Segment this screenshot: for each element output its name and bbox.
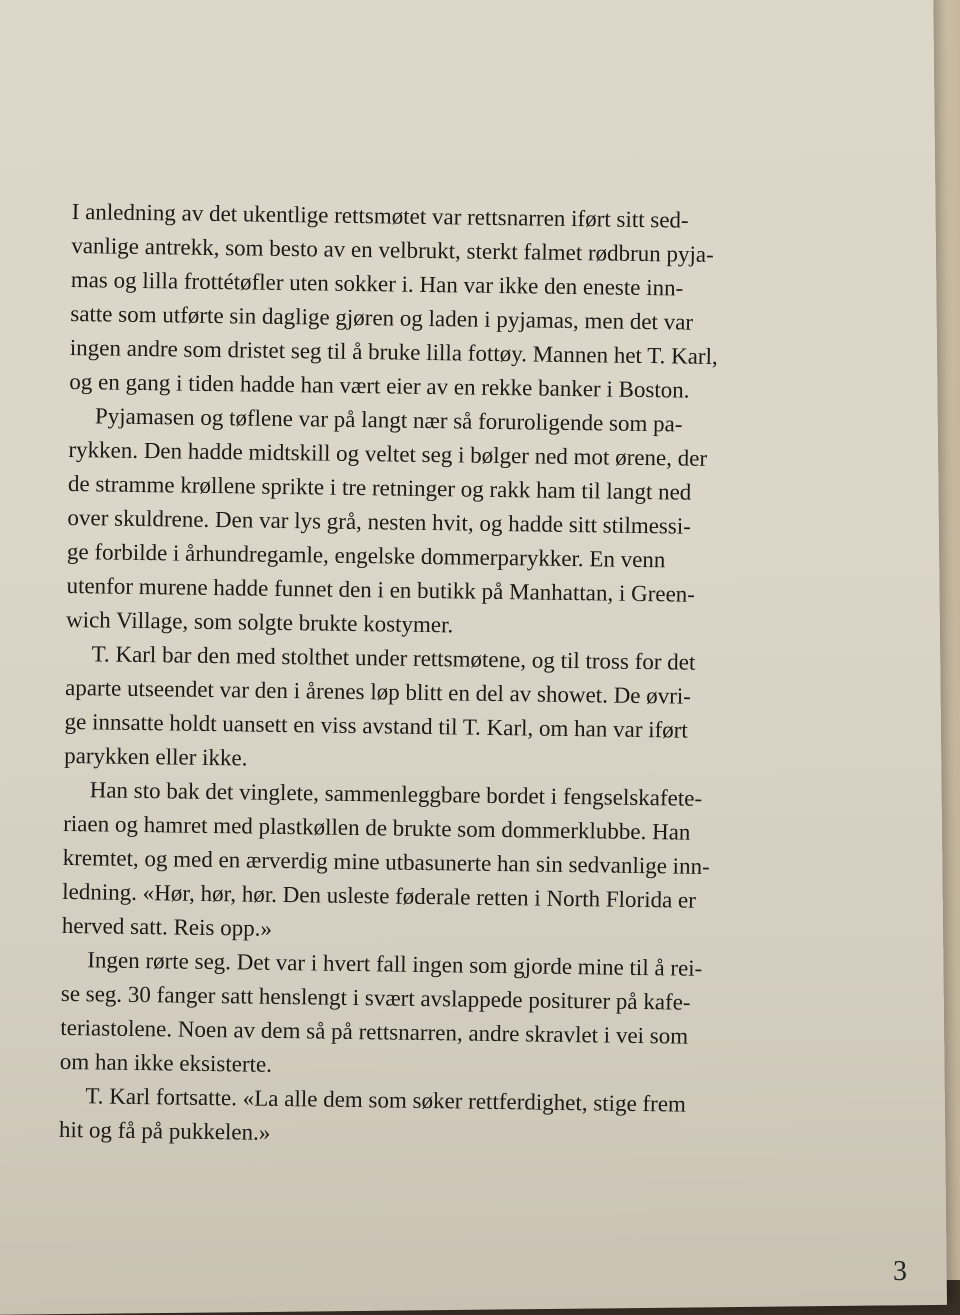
text-line: I anledning av det ukentlige rettsmøtet var rettsnarren iført sitt sed- <box>71 198 689 233</box>
paragraph-3 <box>64 637 866 784</box>
text-line: aparte utseendet var den i årenes løp blitt en del av showet. De øvri- <box>64 674 692 709</box>
page-number: 3 <box>893 1256 907 1287</box>
text-line: vanlige antrekk, som besto av en velbrukt, sterkt falmet rødbrun pyja- <box>71 232 714 267</box>
text-line: teriastolene. Noen av dem så på rettsnarren, andre skravlet i vei som <box>60 1014 689 1049</box>
paragraph-1 <box>69 195 872 410</box>
text-line: herved satt. Reis opp.» <box>61 912 273 941</box>
text-line: T. Karl fortsatte. «La alle dem som søker rettferdighet, stige frem <box>85 1083 687 1117</box>
text-line: kremtet, og med en ærverdig mine utbasunerte han sin sedvanlige inn- <box>62 844 710 879</box>
text-line: T. Karl bar den med stolthet under rettsmøtene, og til tross for det <box>91 641 696 675</box>
paragraph-2 <box>66 399 869 648</box>
text-line: satte som utførte sin daglige gjøren og laden i pyjamas, men det var <box>70 300 694 335</box>
text-line: wich Village, som solgte brukte kostymer. <box>65 606 454 638</box>
text-line: ledning. «Hør, hør, hør. Den usleste føderale retten i North Florida er <box>62 878 697 913</box>
body-text <box>59 195 872 1158</box>
text-line: riaen og hamret med plastkøllen de brukte som dommerklubbe. Han <box>63 810 691 845</box>
text-line: utenfor murene hadde funnet den i en butikk på Manhattan, i Green- <box>66 572 696 607</box>
text-line: de stramme krøllene sprikte i tre retninger og rakk ham til langt ned <box>67 470 692 505</box>
text-line: ge innsatte holdt uansett en viss avstand til T. Karl, om han var iført <box>64 708 688 743</box>
text-line: over skuldrene. Den var lys grå, nesten hvit, og hadde sitt stilmessi- <box>67 504 692 539</box>
text-line: og en gang i tiden hadde han vært eier av en rekke banker i Boston. <box>69 368 690 403</box>
text-line: om han ikke eksisterte. <box>59 1048 273 1077</box>
text-line: rykken. Den hadde midtskill og veltet seg i bølger ned mot ørene, der <box>68 436 708 471</box>
paragraph-5 <box>60 943 862 1090</box>
text-line: mas og lilla frottétøfler uten sokker i. Han var ikke den eneste inn- <box>70 266 684 301</box>
text-line: hit og få på pukkelen.» <box>58 1116 271 1145</box>
text-line: Han sto bak det vinglete, sammenleggbare bordet i fengselskafete- <box>89 777 703 811</box>
text-line: ingen andre som dristet seg til å bruke lilla fottøy. Mannen het T. Karl, <box>69 334 718 370</box>
text-line: Pyjamasen og tøflene var på langt nær så foruroligende som pa- <box>94 403 683 437</box>
text-line: ge forbilde i århundregamle, engelske dommerparykker. En venn <box>66 538 666 573</box>
text-line: se seg. 30 fanger satt henslengt i svært avslappede positurer på kafe- <box>60 980 691 1015</box>
text-line: parykken eller ikke. <box>63 742 248 771</box>
paragraph-6 <box>59 1079 860 1158</box>
text-line: Ingen rørte seg. Det var i hvert fall ingen som gjorde mine til å rei- <box>87 947 703 981</box>
paragraph-4 <box>62 773 864 954</box>
